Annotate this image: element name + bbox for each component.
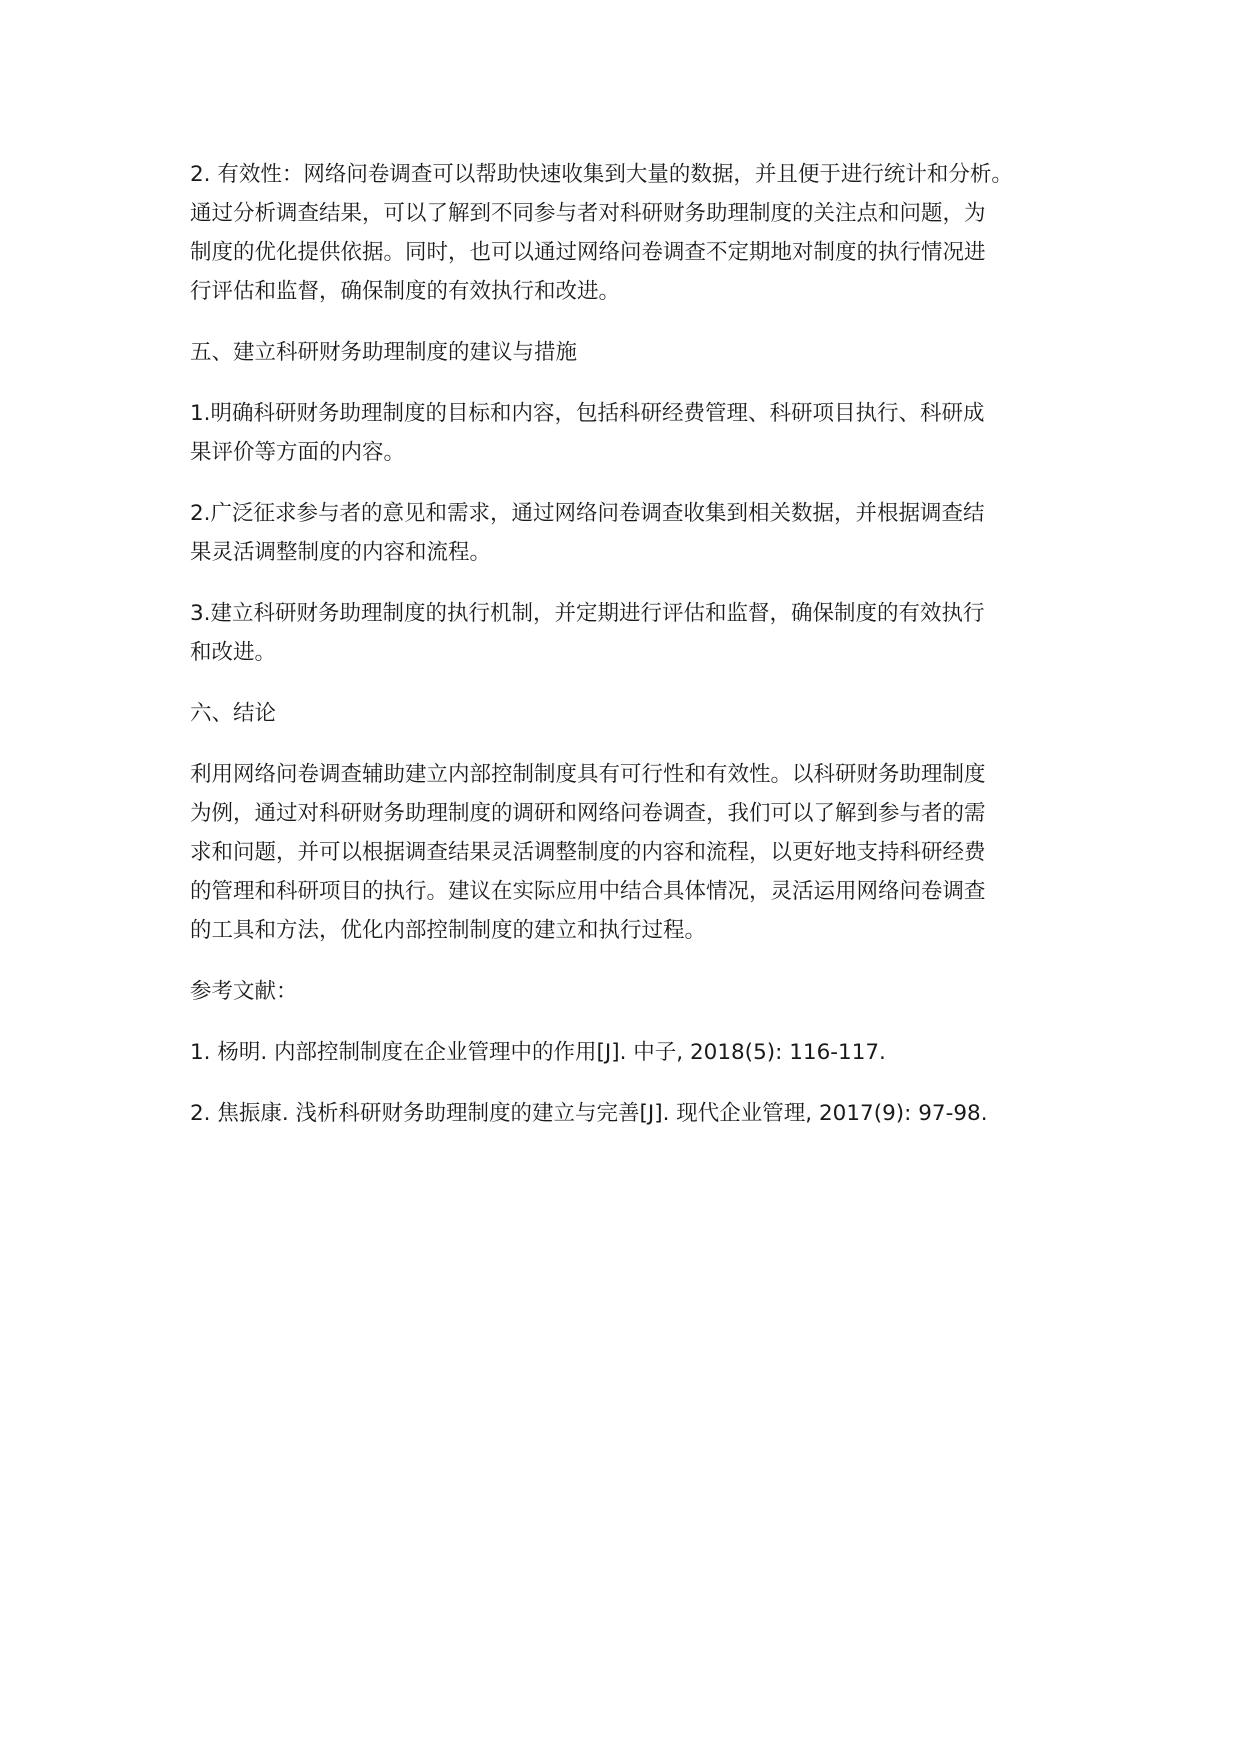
references-heading	[190, 972, 1090, 1011]
text-line: 果评价等方面的内容。	[190, 440, 406, 465]
heading-text: 六、结论	[190, 701, 277, 726]
document-body	[190, 155, 1090, 1155]
reference-item-1	[190, 1033, 1090, 1072]
reference-text: 1. 杨明. 内部控制制度在企业管理中的作用[J]. 中子, 2018(5): 116-117.	[190, 1040, 886, 1065]
text-line: 通过分析调查结果，可以了解到不同参与者对科研财务助理制度的关注点和问题，为	[190, 201, 986, 226]
text-line: 果灵活调整制度的内容和流程。	[190, 540, 492, 565]
text-line: 利用网络问卷调查辅助建立内部控制制度具有可行性和有效性。以科研财务助理制度	[190, 762, 986, 787]
heading-text: 五、建立科研财务助理制度的建议与措施	[190, 340, 578, 365]
text-line: 行评估和监督，确保制度的有效执行和改进。	[190, 279, 621, 304]
paragraph-effectiveness	[190, 155, 1090, 311]
text-line: 求和问题，并可以根据调查结果灵活调整制度的内容和流程，以更好地支持科研经费	[190, 840, 986, 865]
section-heading-5	[190, 333, 1090, 372]
suggestion-item-2	[190, 494, 1090, 572]
section-heading-6	[190, 694, 1090, 733]
reference-text: 2. 焦振康. 浅析科研财务助理制度的建立与完善[J]. 现代企业管理, 2017(9): 97-98.	[190, 1101, 988, 1126]
text-line: 和改进。	[190, 640, 277, 665]
suggestion-item-3	[190, 594, 1090, 672]
suggestion-item-1	[190, 394, 1090, 472]
reference-item-2	[190, 1094, 1090, 1133]
paragraph-conclusion	[190, 755, 1090, 950]
text-line: 的管理和科研项目的执行。建议在实际应用中结合具体情况，灵活运用网络问卷调查	[190, 879, 986, 904]
heading-text: 参考文献：	[190, 979, 298, 1004]
text-line: 1.明确科研财务助理制度的目标和内容，包括科研经费管理、科研项目执行、科研成	[190, 401, 985, 426]
text-line: 为例，通过对科研财务助理制度的调研和网络问卷调查，我们可以了解到参与者的需	[190, 801, 986, 826]
text-line: 2. 有效性：网络问卷调查可以帮助快速收集到大量的数据，并且便于进行统计和分析。	[190, 162, 1013, 187]
text-line: 2.广泛征求参与者的意见和需求，通过网络问卷调查收集到相关数据，并根据调查结	[190, 501, 985, 526]
text-line: 制度的优化提供依据。同时，也可以通过网络问卷调查不定期地对制度的执行情况进	[190, 240, 986, 265]
text-line: 的工具和方法，优化内部控制制度的建立和执行过程。	[190, 918, 707, 943]
text-line: 3.建立科研财务助理制度的执行机制，并定期进行评估和监督，确保制度的有效执行	[190, 601, 985, 626]
